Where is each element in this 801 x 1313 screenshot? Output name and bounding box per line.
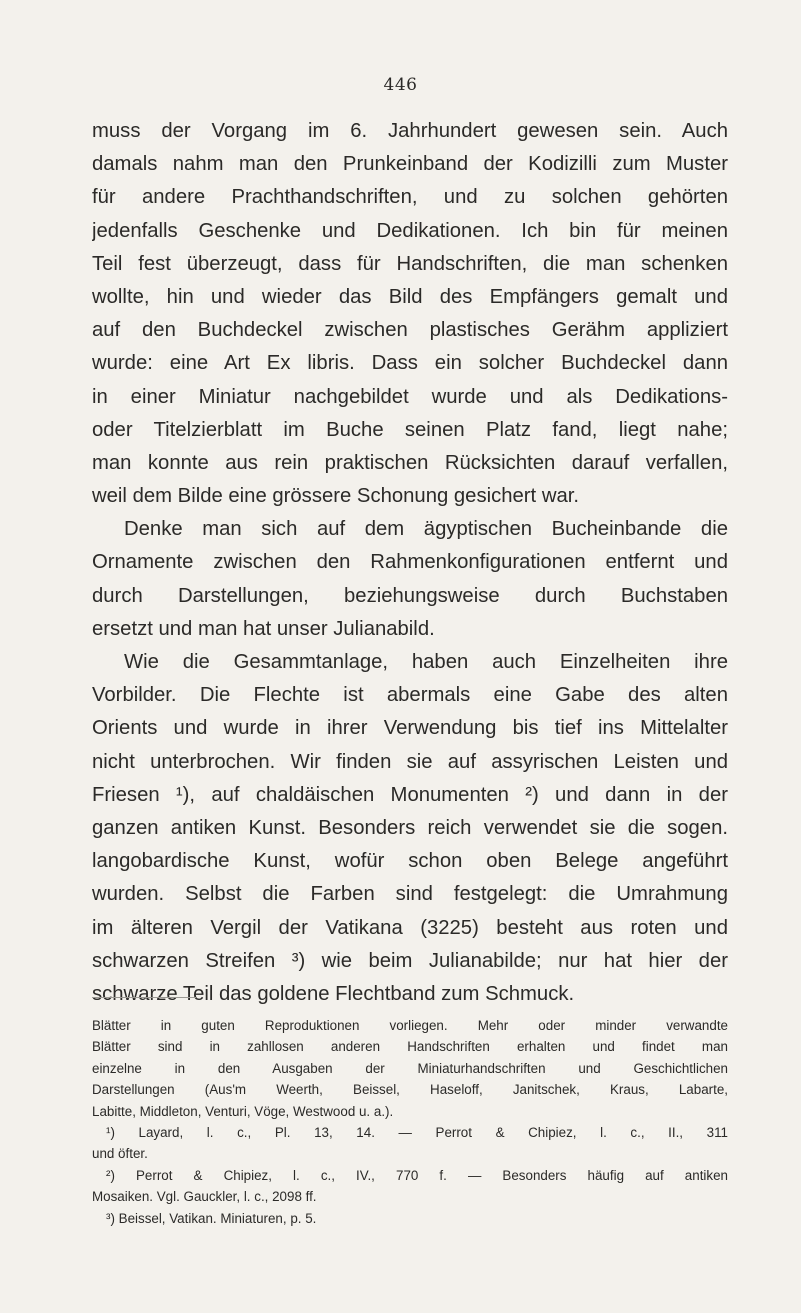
body-line: ersetzt und man hat unser Julianabild.: [92, 617, 435, 640]
body-line: damals nahm man den Prunkeinband der Kodizilli zum Muster: [92, 153, 728, 176]
footnote-line: einzelne in den Ausgaben der Miniaturhandschriften und Geschichtlichen: [92, 1060, 728, 1076]
footnote-line: Labitte, Middleton, Venturi, Vöge, Westwood u. a.).: [92, 1103, 394, 1119]
body-text: [92, 115, 728, 1011]
body-line: wurden. Selbst die Farben sind festgelegt: die Umrahmung: [92, 883, 728, 906]
body-line: nicht unterbrochen. Wir finden sie auf assyrischen Leisten und: [92, 750, 728, 773]
body-line: durch Darstellungen, beziehungsweise durch Buchstaben: [92, 584, 728, 607]
footnote-line: ¹) Layard, l. c., Pl. 13, 14. — Perrot & Chipiez, l. c., II., 311: [106, 1124, 728, 1140]
footnote-line: ³) Beissel, Vatikan. Miniaturen, p. 5.: [106, 1210, 317, 1226]
body-line: auf den Buchdeckel zwischen plastisches Gerähm appliziert: [92, 319, 728, 342]
footnote-divider: [92, 997, 196, 998]
footnote-line: ²) Perrot & Chipiez, l. c., IV., 770 f. — Besonders häufig auf antiken: [106, 1167, 728, 1183]
footnote-line: und öfter.: [92, 1146, 148, 1162]
body-line: Denke man sich auf dem ägyptischen Bucheinbande die: [124, 518, 728, 541]
body-line: Orients und wurde in ihrer Verwendung bis tief ins Mittelalter: [92, 717, 728, 740]
footnote-line: Darstellungen (Aus'm Weerth, Beissel, Haseloff, Janitschek, Kraus, Labarte,: [92, 1082, 728, 1098]
body-line: wurde: eine Art Ex libris. Dass ein solcher Buchdeckel dann: [92, 352, 728, 375]
body-line: Teil fest überzeugt, dass für Handschriften, die man schenken: [92, 252, 728, 275]
page-number: 446: [383, 75, 418, 95]
footnote-line: Mosaiken. Vgl. Gauckler, l. c., 2098 ff.: [92, 1189, 317, 1205]
body-line: weil dem Bilde eine grössere Schonung gesichert war.: [92, 485, 580, 508]
footnote-line: Blätter sind in zahllosen anderen Handschriften erhalten und findet man: [92, 1039, 728, 1055]
body-line: schwarze Teil das goldene Flechtband zum Schmuck.: [92, 982, 575, 1005]
body-line: oder Titelzierblatt im Buche seinen Platz fand, liegt nahe;: [92, 418, 728, 441]
body-line: langobardische Kunst, wofür schon oben Belege angeführt: [92, 850, 728, 873]
body-line: für andere Prachthandschriften, und zu solchen gehörten: [92, 186, 728, 209]
body-line: im älteren Vergil der Vatikana (3225) besteht aus roten und: [92, 916, 728, 939]
body-line: in einer Miniatur nachgebildet wurde und als Dedikations-: [92, 385, 728, 408]
footnote-line: Blätter in guten Reproduktionen vorliegen. Mehr oder minder verwandte: [92, 1018, 728, 1033]
body-line: schwarzen Streifen ³) wie beim Julianabilde; nur hat hier der: [92, 949, 728, 972]
body-line: jedenfalls Geschenke und Dedikationen. Ich bin für meinen: [92, 219, 728, 242]
body-line: Vorbilder. Die Flechte ist abermals eine Gabe des alten: [92, 684, 728, 707]
body-line: Ornamente zwischen den Rahmenkonfigurationen entfernt und: [92, 551, 728, 574]
footnotes: [92, 1015, 728, 1229]
body-line: Wie die Gesammtanlage, haben auch Einzelheiten ihre: [124, 651, 728, 673]
body-line: man konnte aus rein praktischen Rücksichten darauf verfallen,: [92, 451, 728, 474]
body-line: muss der Vorgang im 6. Jahrhundert gewesen sein. Auch: [92, 120, 728, 142]
body-line: ganzen antiken Kunst. Besonders reich verwendet sie die sogen.: [92, 816, 728, 839]
body-line: Friesen ¹), auf chaldäischen Monumenten ²) und dann in der: [92, 783, 728, 806]
body-line: wollte, hin und wieder das Bild des Empfängers gemalt und: [92, 285, 728, 308]
